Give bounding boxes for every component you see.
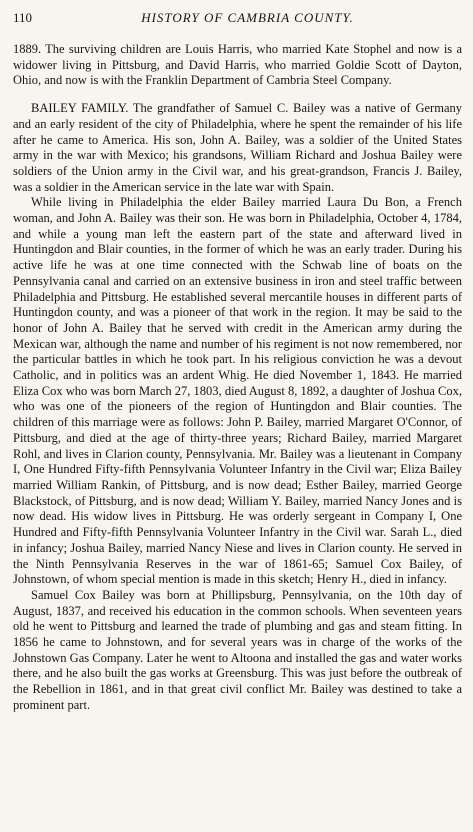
section-heading: BAILEY FAMILY. — [31, 101, 129, 116]
running-head: HISTORY OF CAMBRIA COUNTY. — [141, 10, 354, 25]
body-text — [13, 42, 462, 714]
paragraph-bailey-intro-text: The grandfather of Samuel C. Bailey was a native of Germany and an early resident of the city of Philadelphia, where he spent the remainder of his life after he came to America. His son, John A. Bailey, was a soldier of the United States army in the war with Mexico; his grandsons, William Richard and Joshua Bailey were soldiers of the Union army in the Civil war, and his great-grandson, Francis J. Bailey, was a soldier in the American service in the late war with Spain. — [13, 101, 462, 194]
page-number: 110 — [13, 10, 33, 25]
paragraph-bailey-intro — [13, 101, 462, 195]
paragraph-samuel-cox-bailey: Samuel Cox Bailey was born at Phillipsburg, Pennsylvania, on the 10th day of August, 1837, and received his education in the common schools. When seventeen years old he went to Pittsburg and learned the trade of plumbing and gas and steam fitting. In 1856 he came to Johnstown, and for several years was in charge of the works of the Johnstown Gas Company. Later he went to Altoona and installed the gas and water works there, and he also built the gas works at Greensburg. This was just before the outbreak of the Rebellion in 1861, and in that great civil conflict Mr. Bailey was destined to take a prominent part. — [13, 587, 462, 712]
page-header — [13, 8, 462, 30]
paragraph-harris-conclusion: 1889. The surviving children are Louis Harris, who married Kate Stophel and now is a widower living in Pittsburg, and David Harris, who married Goldie Scott of Dayton, Ohio, and now is with the Franklin Department of Cambria Steel Company. — [13, 42, 462, 88]
section-gap — [13, 89, 462, 101]
paragraph-john-a-bailey: While living in Philadelphia the elder Bailey married Laura Du Bon, a French woman, and John A. Bailey was their son. He was born in Philadelphia, October 4, 1784, and while a young man left the eastern part of the state and afterward lived in Huntingdon and Blair counties, in the former of which he was an early trader. During his active life he was at one time connected with the Schwab line of boats on the Pennsylvania canal and carried on an extensive business in iron and steel traffic between Philadelphia and Pittsburg. He established several mercantile houses in different parts of Huntingdon county, and was a pioneer of that work in the region. It may be said to the honor of John A. Bailey that he served with credit in the American army during the Mexican war, although the name and number of his regiment is not now remembered, nor the particular battles in which he took part. In his religious conviction he was a devout Catholic, and in politics was an ardent Whig. He died November 1, 1843. He married Eliza Cox who was born March 27, 1803, died August 8, 1892, a daughter of Joshua Cox, who was one of the pioneers of the region of Huntingdon and Blair counties. The children of this marriage were as follows: John P. Bailey, married Margaret O'Connor, of Pittsburg, and died at the age of thirty-three years; Richard Bailey, married Margaret Rohl, and lives in Clarion county, Pennsylvania. Mr. Bailey was a lieutenant in Company I, One Hundred Fifty-fifth Pennsylvania Volunteer Infantry in the Civil war; Eliza Bailey married William Rankin, of Pittsburg, and is now dead; Esther Bailey, married George Blackstock, of Pittsburg, and is now dead; William Y. Bailey, married Nancy Jones and is now dead. His widow lives in Pittsburg. He was orderly sergeant in Company I, One Hundred and Fifty-fifth Pennsylvania Volunteer Infantry in the Civil war. Sarah L., died in infancy; Joshua Bailey, married Nancy Niese and lives in Clarion county. He served in the Ninth Pennsylvania Reserves in the war of 1861-65; Samuel Cox Bailey, of Johnstown, of whom special mention is made in this sketch; Henry H., died in infancy. — [13, 195, 462, 587]
